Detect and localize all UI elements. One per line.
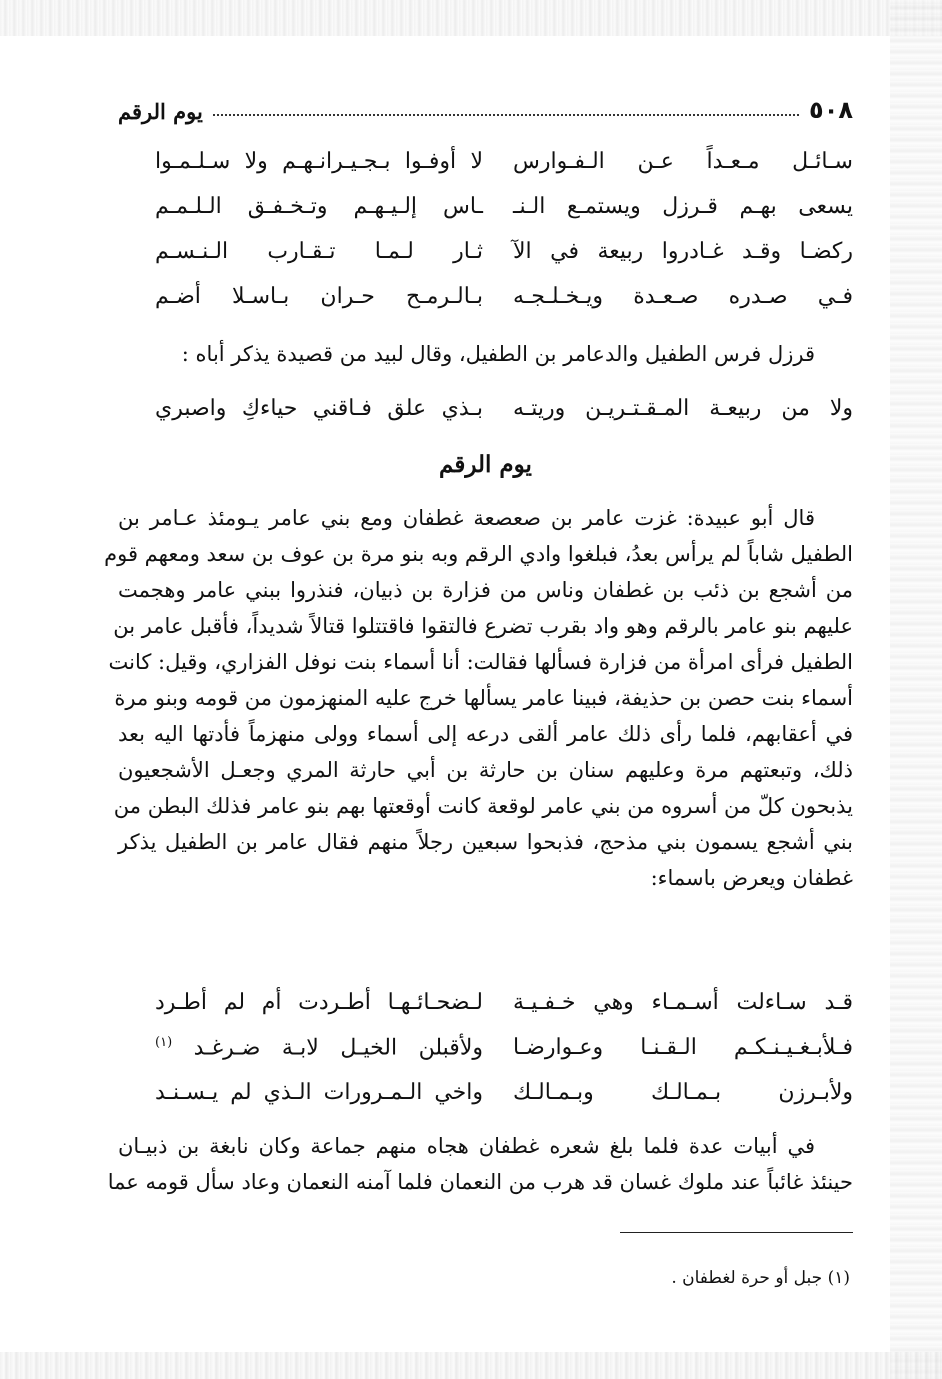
footnote: (١) جبل أو حرة لغطفان . [671, 1268, 850, 1288]
hemistich-first: ركضـا وقـد غـادروا ربيعة في الآ [513, 239, 853, 264]
scan-edge-bottom [0, 1352, 942, 1379]
verse-line [155, 184, 853, 229]
scan-edge-right [890, 0, 942, 1379]
scan-edge-top [0, 0, 942, 36]
paragraph-line: يذبحون كلّ من أسروه من بني عامر لوقعة كانت أوقعتها بهم بنو عامر فذلك البطن من [113, 794, 853, 818]
hemistich-first: فـلأبـغـيـنـكـم الـقـنـا وعـوارضـا [513, 1035, 853, 1060]
poem-block-2 [155, 386, 853, 431]
main-paragraph [104, 500, 853, 896]
verse-line [155, 274, 853, 319]
hemistich-second: بـالـرمـح حـران بـاسـلا أضـم [155, 284, 483, 309]
footnote-separator [620, 1232, 853, 1233]
paragraph-line: بني أشجع يسمون بني مذحج، فذبحوا سبعين رجلاً منهم فقال عامر بن الطفيل يذكر [118, 830, 853, 854]
hemistich-second: ثـار لـمـا تـقـارب الـنـسـم [155, 239, 483, 264]
page-number: ٥٠٨ [809, 96, 853, 124]
paragraph-line: قال أبو عبيدة: غزت عامر بن صعصعة غطفان ومع بني عامر يـومئذ عـامر بن [118, 506, 815, 530]
hemistich-second: واخي الـمـرورات الـذي لم يـسـنـد [155, 1080, 483, 1105]
paragraph-line: غطفان ويعرض باسماء: [650, 866, 853, 890]
paragraph-line: أسماء بنت حصن بن حذيفة، فبينا عامر يسألها خرج عليه المنهزمون من قومه وبنو مرة [114, 686, 853, 710]
hemistich-second: لا أوفـوا بـجـيـرانـهـم ولا سـلـمـوا [155, 149, 483, 174]
verse-line [155, 229, 853, 274]
verse-line [155, 1025, 853, 1070]
header-dotted-leader [213, 114, 799, 116]
verse-line [155, 139, 853, 184]
hemistich-second [155, 1035, 483, 1060]
verse-line [155, 386, 853, 431]
footnote-marker: (١) [155, 1034, 173, 1050]
paragraph-line: الطفيل فرأى امرأة من فزارة فسألها فقالت: أنا أسماء بنت نوفل الفزاري، وقيل: كانت [108, 650, 853, 674]
hemistich-first: سـائـل مـعـداً عـن الـفـوارس [513, 149, 853, 174]
paragraph-line: من أشجع بن ذئب بن غطفان وناس من فزارة بن ذبيان، فنذروا ببني عامر وهجمت [118, 578, 853, 602]
hemistich-first: فـي صـدره صـعـدة ويـخـلـجـه [513, 284, 853, 309]
hemistich-text: ولأقبلن الخيـل لابـة ضـرغـد [193, 1035, 483, 1061]
paragraph-line: ذلك، وتبعتهم مرة وعليهم سنان بن حارثة بن أبي حارثة المري وجعـل الأشجعيون [118, 758, 853, 782]
hemistich-first: ولا من ربيعـة المـقـتـريـن وريتـه [513, 396, 853, 421]
hemistich-second: لـضحـائـهـا أطـردت أم لم أطـرد [155, 990, 483, 1015]
verse-line [155, 980, 853, 1025]
section-heading: يوم الرقم [439, 451, 532, 478]
closing-paragraph [107, 1128, 853, 1200]
running-header [118, 84, 853, 124]
paragraph-line: في أعقابهم، فلما رأى ذلك عامر ألقى درعه إلى أسماء وولى منهزماً فأدتها اليه بعد [118, 722, 853, 746]
paragraph-line: الطفيل شاباً لم يرأس بعدُ، فبلغوا وادي الرقم وبه بنو مرة بن عوف بن سعد ومعهم قوم [104, 542, 853, 566]
poem-block-3 [155, 980, 853, 1115]
hemistich-first: ولأبـرزن بـمـالـك وبـمـالـك [513, 1080, 853, 1105]
paragraph-line: عليهم بنو عامر بالرقم وهو واد بقرب تضرع فالتقوا فاقتتلوا قتالاً شديداً، فأقبل عامر بن [113, 614, 853, 638]
hemistich-second: ـاس إلـيـهـم وتـخـفـق الـلـمـم [155, 194, 483, 219]
verse-line [155, 1070, 853, 1115]
bridge-paragraph [118, 336, 853, 372]
bridge-text: قرزل فرس الطفيل والدعامر بن الطفيل، وقال لبيد من قصيدة يذكر أباه : [181, 342, 815, 366]
hemistich-first: قـد سـاءلت أسـمـاء وهي خـفـيـة [513, 990, 853, 1015]
hemistich-second: بـذي علق فـاقني حياءكِ واصبري [155, 396, 483, 421]
paragraph-line: حينئذ غائباً عند ملوك غسان قد هرب من النعمان فلما آمنه النعمان وعاد سأل قومه عما [107, 1170, 853, 1194]
hemistich-first: يسعى بهـم قـرزل ويستمـع الـنـ [513, 194, 853, 219]
running-title: يوم الرقم [118, 99, 203, 124]
poem-block-1 [155, 139, 853, 319]
paragraph-line: في أبيات عدة فلما بلغ شعره غطفان هجاه منهم جماعة وكان نابغة بن ذبيـان [118, 1134, 815, 1158]
